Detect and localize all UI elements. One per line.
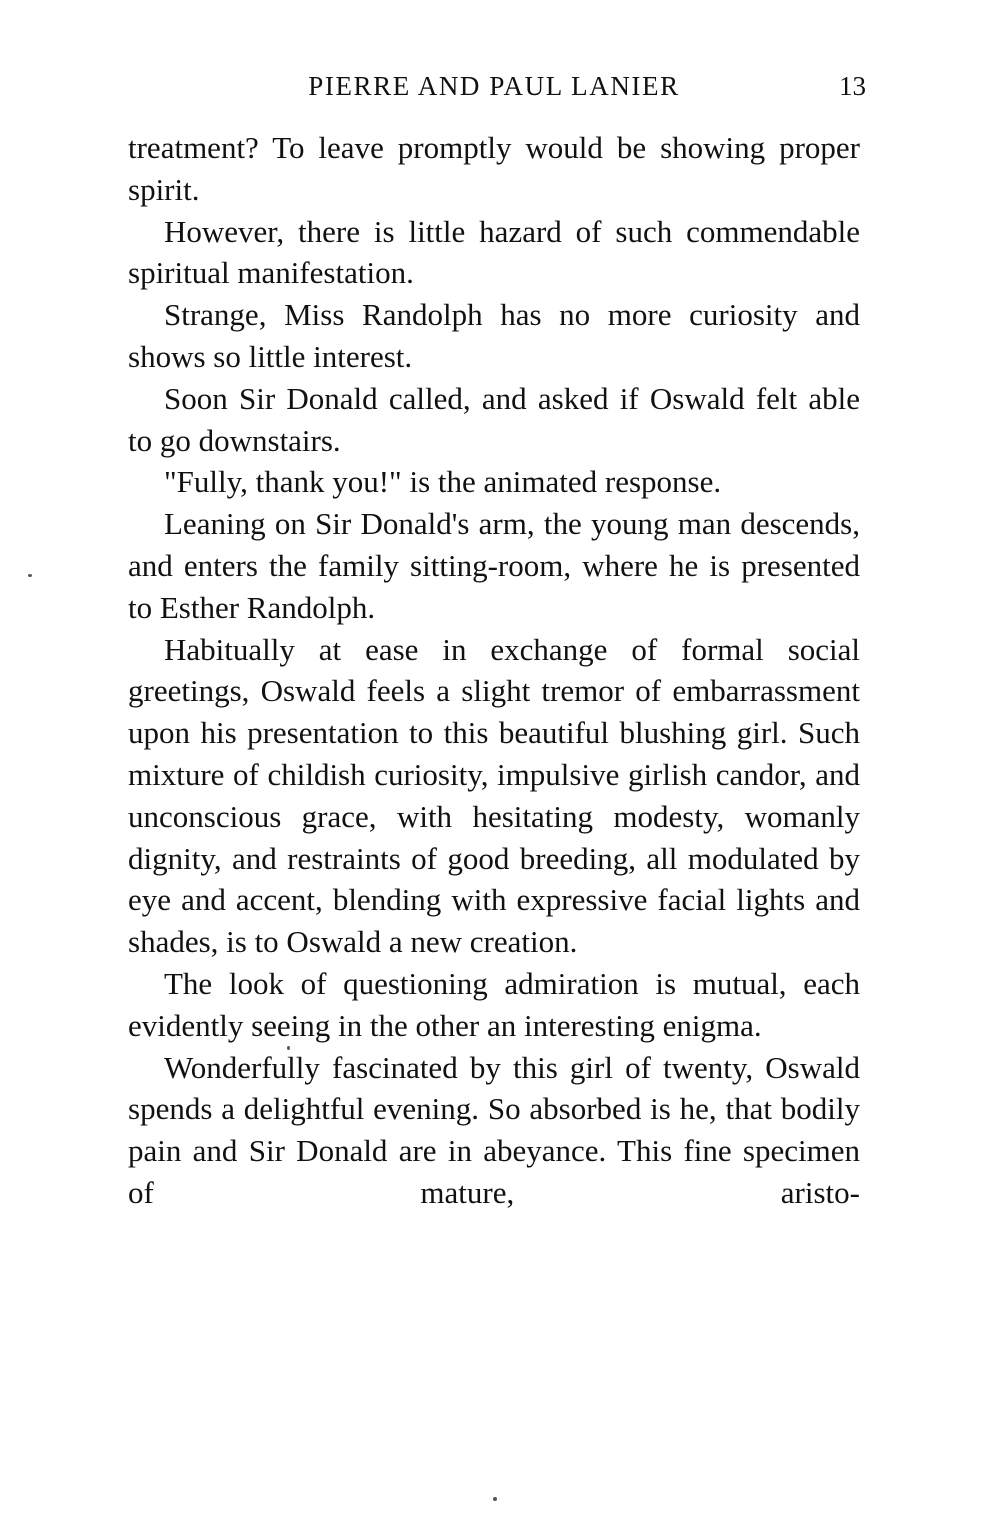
paragraph: The look of questioning admiration is mutual, each evidently seeing in the other an interesting enigma.: [128, 965, 860, 1043]
paragraph: Soon Sir Donald called, and asked if Oswald felt able to go downstairs.: [128, 380, 860, 458]
page-number: 13: [839, 71, 866, 101]
paragraph: Leaning on Sir Donald's arm, the young man descends, and enters the family sitting-room, where he is presented to Esther Randolph.: [128, 506, 860, 625]
print-speck: [28, 574, 32, 577]
running-head: PIERRE AND PAUL LANIER: [308, 71, 680, 101]
page-header: [128, 66, 866, 106]
paragraph: Habitually at ease in exchange of formal social greetings, Oswald feels a slight tremor of embarrassment upon his presentation to this beautiful blushing girl. Such mixture of childish curiosity, impulsive girlish candor, and unconscious grace, with hesitating modesty, womanly dignity, and restraints of good breeding, all modulated by eye and accent, blending with expressive facial lights and shades, is to Oswald a new creation.: [128, 631, 860, 960]
print-speck: [287, 1046, 290, 1050]
print-speck: [493, 1497, 497, 1501]
paragraph-continued: treatment? To leave promptly would be showing proper spirit.: [128, 130, 860, 207]
paragraph: "Fully, thank you!" is the animated response.: [164, 464, 722, 500]
body-text: [128, 127, 860, 1214]
paragraph-final: Wonderfully fascinated by this girl of twenty, Oswald spends a delightful evening. So absorbed is he, that bodily pain and Sir Donald are in abeyance. This fine specimen of mature, aristo-: [128, 1049, 860, 1210]
paragraph: Strange, Miss Randolph has no more curiosity and shows so little interest.: [128, 297, 860, 374]
paragraph: However, there is little hazard of such commendable spiritual manifestation.: [128, 213, 860, 291]
